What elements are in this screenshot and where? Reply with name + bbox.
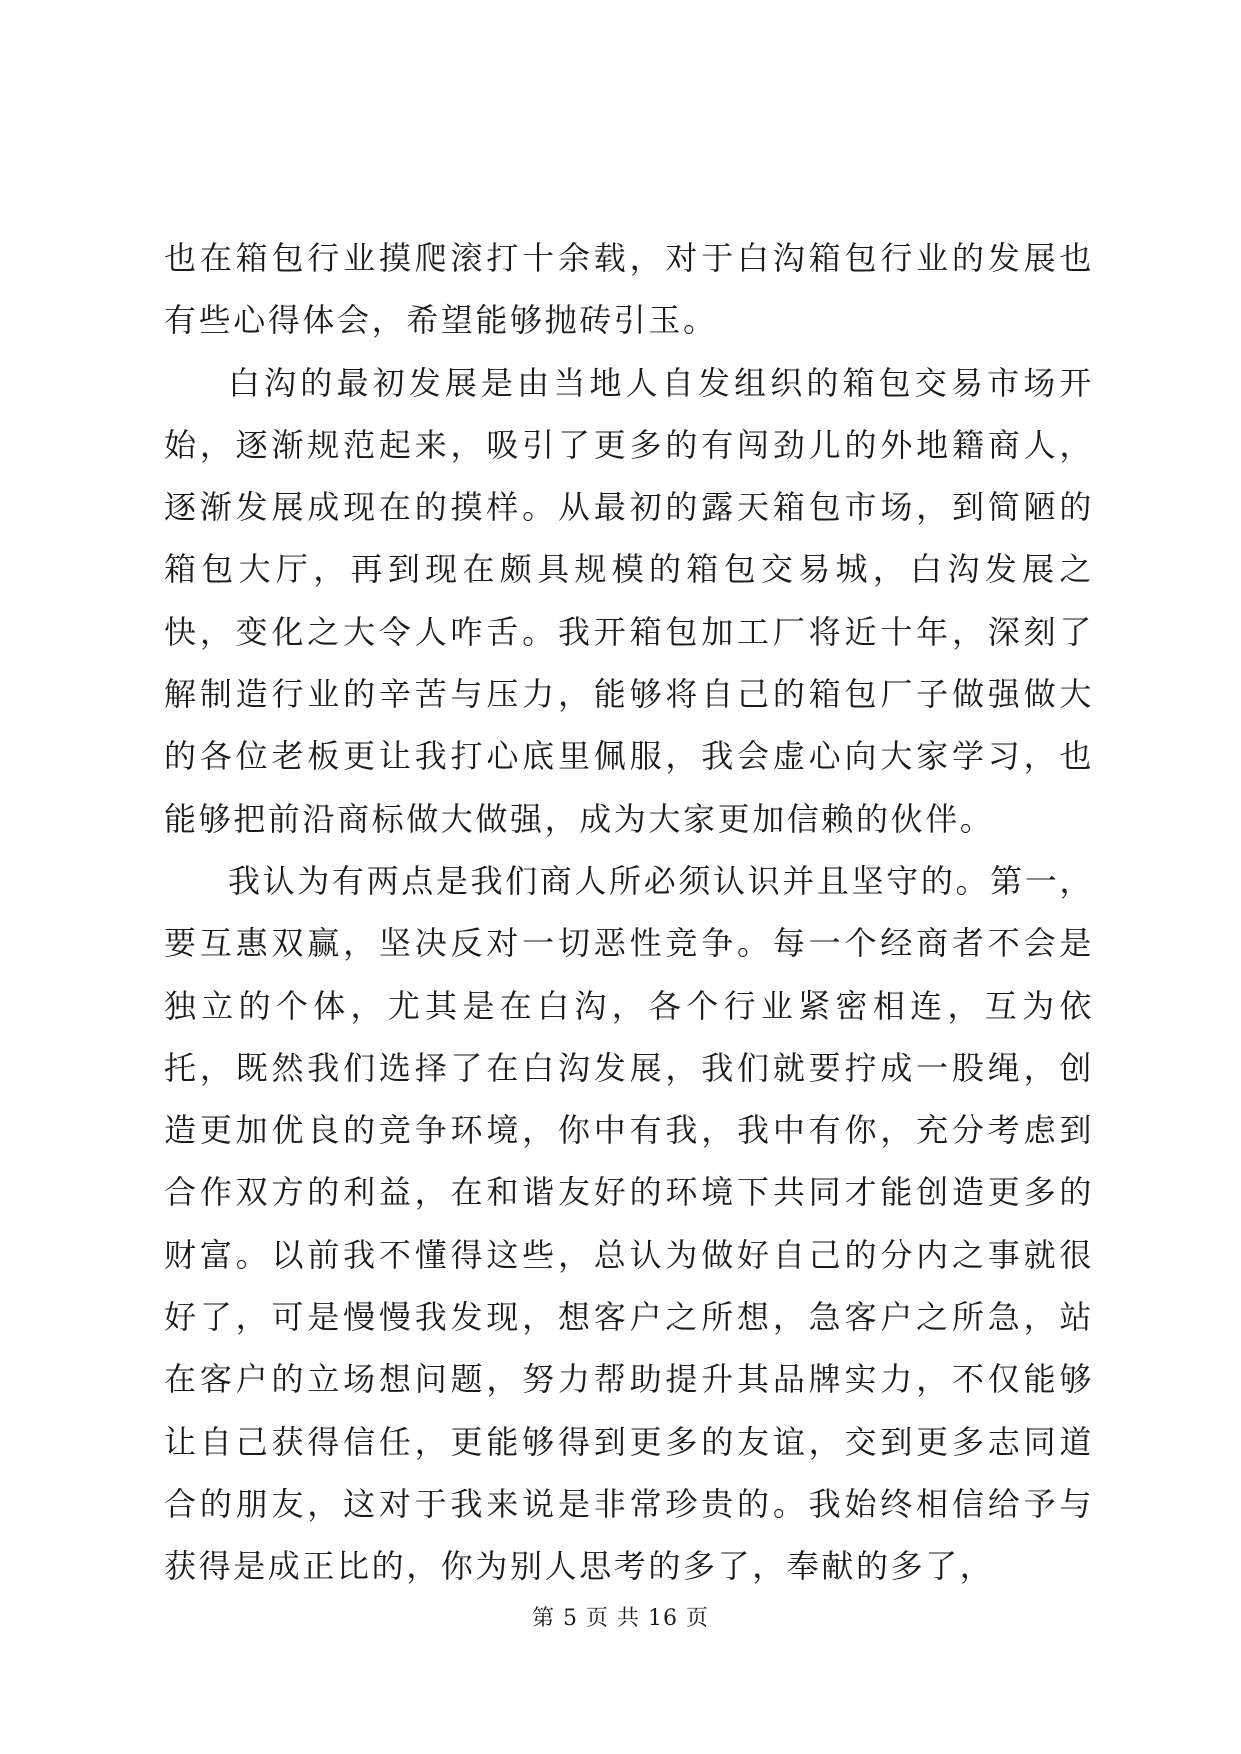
paragraph-2: 白沟的最初发展是由当地人自发组织的箱包交易市场开始，逐渐规范起来，吸引了更多的有闯劲儿的外地籍商人，逐渐发展成现在的摸样。从最初的露天箱包市场，到简陋的箱包大厅，再到现在颇具规模的箱包交易城，白沟发展之快，变化之大令人咋舌。我开箱包加工厂将近十年，深刻了解制造行业的辛苦与压力，能够将自己的箱包厂子做强做大的各位老板更让我打心底里佩服，我会虚心向大家学习，也能够把前沿商标做大做强，成为大家更加信赖的伙伴。 — [164, 363, 1094, 838]
paragraph-3: 我认为有两点是我们商人所必须认识并且坚守的。第一，要互惠双赢，坚决反对一切恶性竞争。每一个经商者不会是独立的个体，尤其是在白沟，各个行业紧密相连，互为依托，既然我们选择了在白沟发展，我们就要拧成一股绳，创造更加优良的竞争环境，你中有我，我中有你，充分考虑到合作双方的利益，在和谐友好的环境下共同才能创造更多的财富。以前我不懂得这些，总认为做好自己的分内之事就很好了，可是慢慢我发现，想客户之所想，急客户之所急，站在客户的立场想问题，努力帮助提升其品牌实力，不仅能够让自己获得信任，更能够得到更多的友谊，交到更多志同道合的朋友，这对于我来说是非常珍贵的。我始终相信给予与获得是成正比的，你为别人思考的多了，奉献的多了， — [164, 861, 1094, 1586]
paragraph-1: 也在箱包行业摸爬滚打十余载，对于白沟箱包行业的发展也有些心得体会，希望能够抛砖引玉。 — [164, 239, 1094, 340]
document-body — [164, 227, 1094, 1598]
page-footer: 第 5 页 共 16 页 — [532, 1606, 709, 1631]
